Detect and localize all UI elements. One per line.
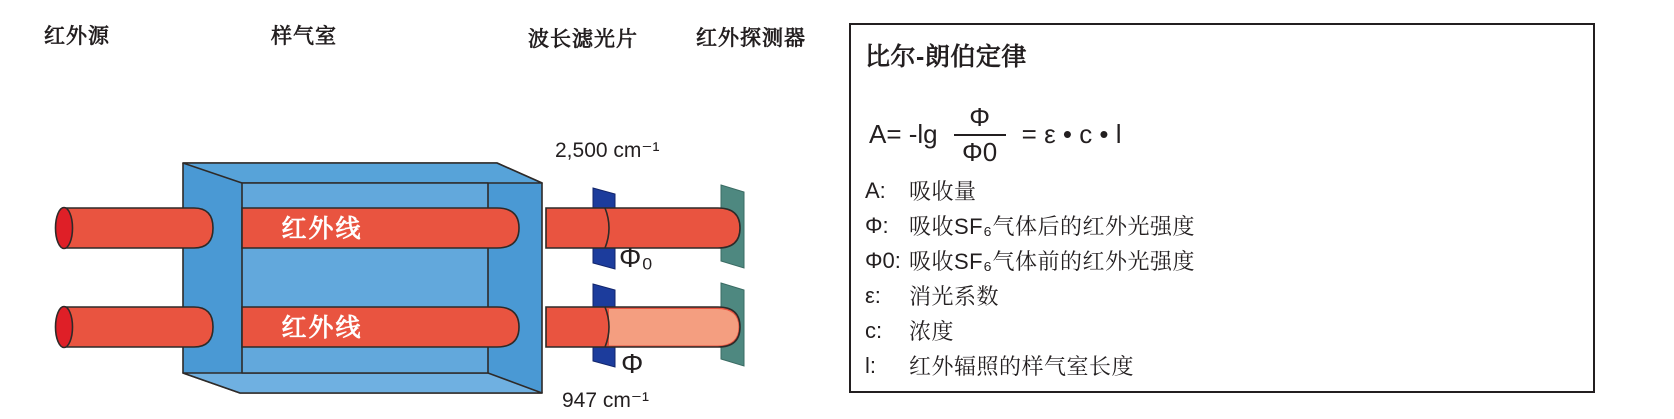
formula-lhs: A= -lg [869, 119, 938, 150]
beer-lambert-formula [869, 103, 1122, 167]
attenuated-beam [609, 309, 739, 346]
formula-fraction [954, 103, 1006, 167]
definition-symbol: Φ: [865, 212, 889, 238]
definition-row [865, 243, 1583, 278]
beam-label-top: 红外线 [281, 215, 363, 243]
definition-row [865, 208, 1583, 243]
chamber-bottom-face [183, 373, 542, 393]
wavenumber-top-label: 2,500 cm⁻¹ [555, 139, 660, 162]
definition-symbol: ε: [865, 282, 881, 308]
beam-label-bottom: 红外线 [281, 314, 363, 342]
beer-lambert-panel [849, 23, 1595, 393]
definition-row [865, 348, 1583, 383]
ir-source-tube-top [64, 208, 213, 248]
definition-symbol: l: [865, 352, 876, 378]
phi-label: Φ [621, 348, 644, 379]
chamber-top-face [183, 163, 542, 183]
definition-text: 吸收量 [909, 179, 977, 204]
fraction-bar [954, 134, 1006, 137]
phi0-label: Φ₀ [619, 242, 653, 273]
definition-row [865, 278, 1583, 313]
definition-text: 消光系数 [909, 284, 1000, 309]
wavenumber-bottom-label: 947 cm⁻¹ [562, 389, 649, 412]
label-ir-detector: 红外探测器 [696, 27, 806, 50]
ir-source-tube-bottom [64, 307, 213, 347]
definition-symbol: A: [865, 177, 886, 203]
panel-title: 比尔-朗伯定律 [865, 43, 1027, 71]
ir-source-tube-end-top [56, 208, 73, 249]
formula-denominator: Φ0 [962, 137, 998, 168]
label-wavelength-filter: 波长滤光片 [528, 28, 638, 51]
ir-source-tube-end-bottom [56, 307, 73, 348]
definition-row [865, 173, 1583, 208]
formula-rhs: = ε • c • l [1021, 119, 1122, 150]
definition-text: 浓度 [909, 319, 955, 344]
formula-numerator: Φ [969, 102, 991, 132]
definition-row [865, 313, 1583, 348]
gas-chamber-box [183, 163, 542, 393]
label-gas-chamber: 样气室 [271, 25, 337, 48]
definitions-list [865, 173, 1583, 383]
definition-text: 吸收SF₆气体前的红外光强度 [909, 249, 1195, 274]
definition-text: 吸收SF₆气体后的红外光强度 [909, 214, 1195, 239]
definition-text: 红外辐照的样气室长度 [909, 354, 1135, 379]
label-ir-source: 红外源 [44, 25, 110, 48]
definition-symbol: Φ0: [865, 247, 901, 273]
definition-symbol: c: [865, 317, 883, 343]
